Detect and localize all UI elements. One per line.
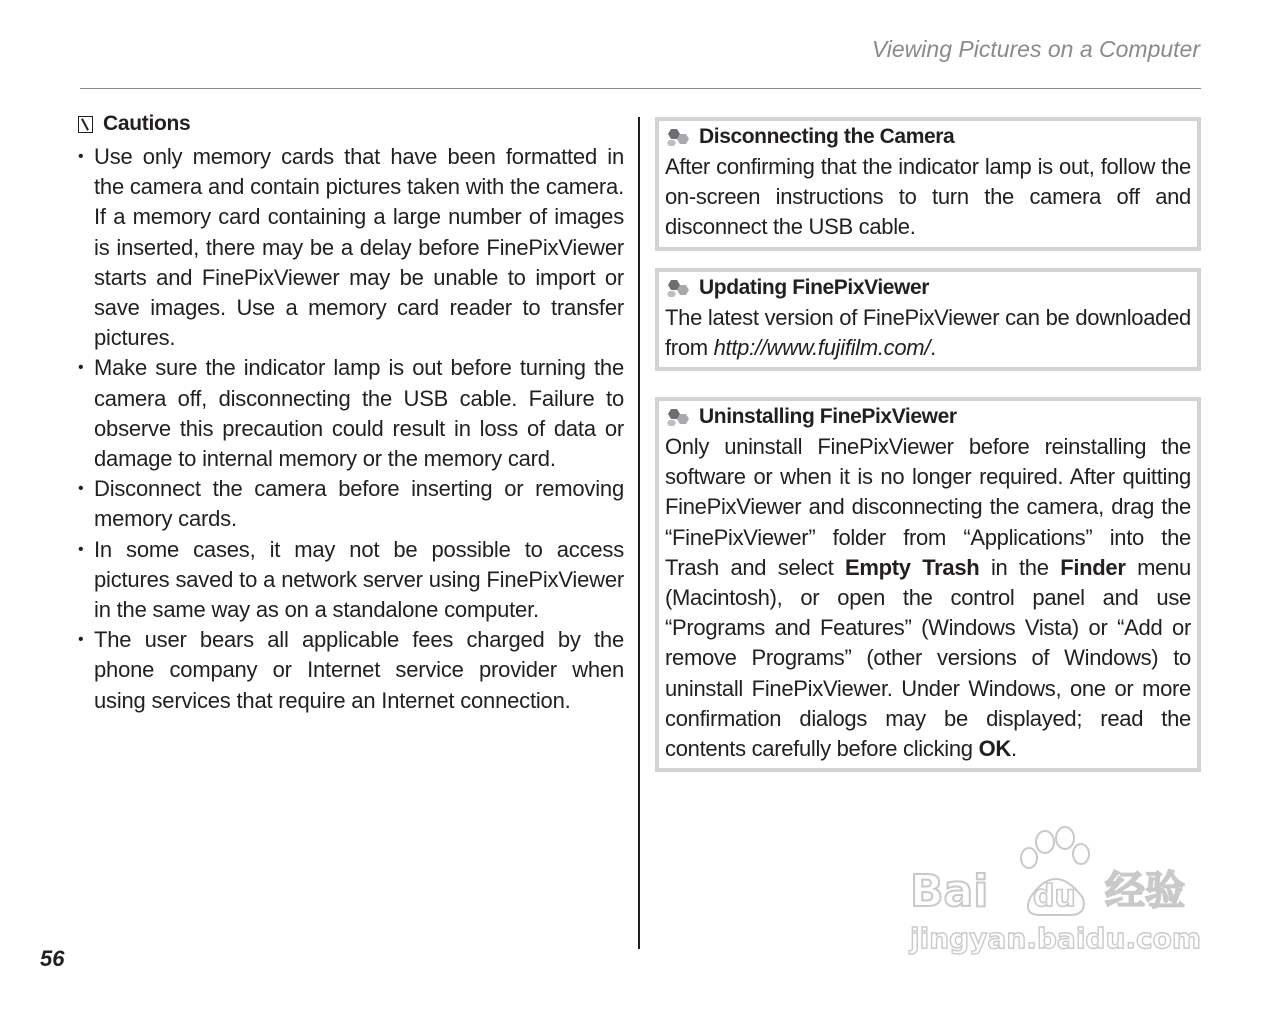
- updating-body-prefix: The latest version of FinePixViewer can be downloaded from: [665, 305, 1191, 361]
- page-number: 56: [40, 946, 65, 971]
- watermark-url: jingyan.baidu.com: [910, 922, 1202, 955]
- cautions-heading: [78, 112, 624, 136]
- page-header-title: Viewing Pictures on a Computer: [871, 36, 1200, 62]
- fujifilm-url-link[interactable]: http://www.fujifilm.com/: [713, 335, 931, 361]
- uninstalling-body: [665, 432, 1191, 764]
- header-rule: [80, 88, 1201, 89]
- caution-item: • Use only memory cards that have been formatted in the camera and contain pictures taken with the camera. If a memory card containing a large number of images is inserted, there may be a delay before FinePixViewer starts and FinePixViewer may be unable to import or save images. Use a memory card reader to transfer pictures.: [78, 142, 624, 353]
- uninstalling-text: .: [1010, 736, 1017, 762]
- baidu-jingyan-watermark: [905, 820, 1205, 960]
- empty-trash-term: Empty Trash: [844, 554, 980, 580]
- updating-body: [665, 303, 1191, 363]
- ok-term: OK: [978, 736, 1011, 762]
- uninstalling-text: Only uninstall FinePixViewer before reinstalling the software or when it is no longer required. After quitting FinePixViewer and disconnecting the camera, drag the “FinePixViewer” folder from “Applications” into the Trash and select: [665, 434, 1191, 580]
- disconnecting-body: After confirming that the indicator lamp is out, follow the on-screen instructions to turn the camera off and disconnect the USB cable.: [665, 154, 1191, 240]
- hexagon-tip-icon: [665, 278, 695, 298]
- disconnecting-box: [655, 117, 1201, 251]
- caution-item: • Disconnect the camera before inserting or removing memory cards.: [78, 474, 624, 534]
- box-title: [665, 402, 1191, 432]
- hexagon-tip-icon: [665, 407, 695, 427]
- uninstalling-text: menu (Macintosh), or open the control panel and use “Programs and Features” (Windows Vista) or “Add or remove Programs” (other versions of Windows) to uninstall FinePixViewer. Under Windows, one or more confirmation dialogs may be displayed; read the contents carefully before clicking: [665, 554, 1191, 762]
- cautions-list: [78, 142, 624, 716]
- box-title: [665, 273, 1191, 303]
- caution-item: • In some cases, it may not be possible to access pictures saved to a network server using FinePixViewer in the same way as on a standalone computer.: [78, 535, 624, 626]
- watermark-brand: Bai: [910, 866, 989, 917]
- box-title: [665, 122, 1191, 152]
- caution-note-icon: [78, 116, 93, 133]
- cautions-heading-label: Cautions: [103, 112, 191, 135]
- cautions-section: [78, 112, 624, 716]
- uninstalling-box: [655, 397, 1201, 772]
- caution-item: • Make sure the indicator lamp is out before turning the camera off, disconnecting the USB cable. Failure to observe this precaution could result in loss of data or damage to internal memory or the memory card.: [78, 353, 624, 474]
- finder-term: Finder: [1060, 554, 1126, 580]
- watermark-brand-cn: 经验: [1105, 868, 1185, 914]
- uninstalling-title: Uninstalling FinePixViewer: [699, 405, 957, 428]
- column-divider: [638, 117, 640, 949]
- watermark-brand-paw: du: [1033, 879, 1076, 914]
- caution-item: • The user bears all applicable fees charged by the phone company or Internet service provider when using services that require an Internet connection.: [78, 625, 624, 716]
- updating-body-suffix: .: [930, 335, 936, 361]
- updating-title: Updating FinePixViewer: [699, 276, 930, 299]
- hexagon-tip-icon: [665, 127, 695, 147]
- disconnecting-title: Disconnecting the Camera: [699, 125, 955, 148]
- uninstalling-text: in the: [979, 554, 1061, 580]
- updating-box: [655, 268, 1201, 371]
